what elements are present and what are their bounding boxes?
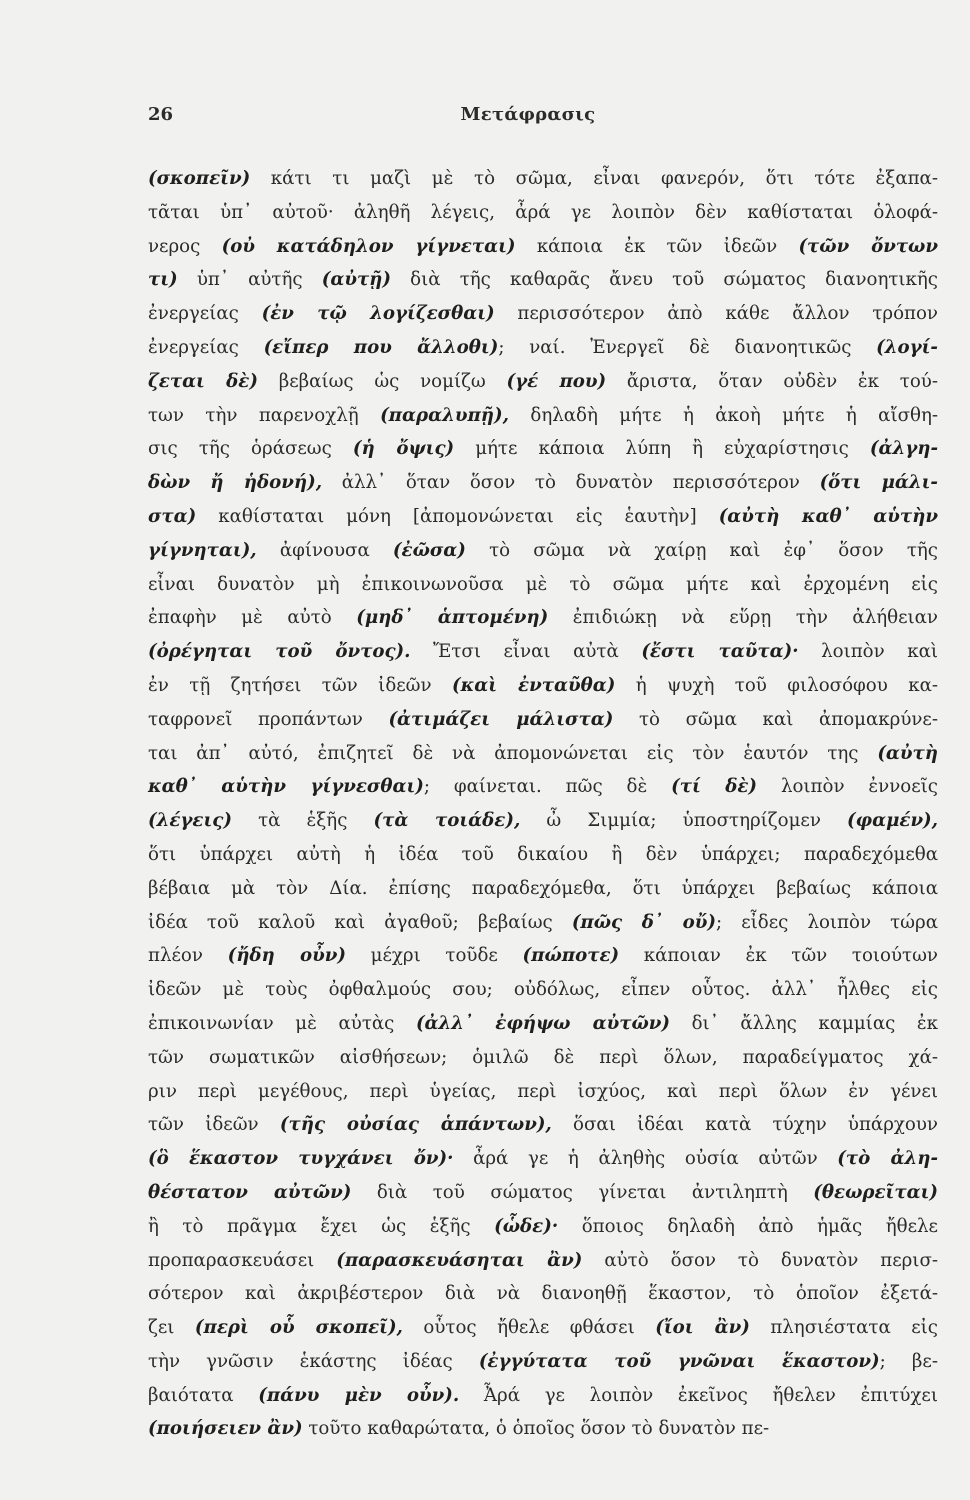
translation-text: βεβαίως ὡς νομίζω [257,370,507,392]
greek-original-phrase: (περὶ οὗ σκοπεῖ), [194,1317,403,1339]
translation-text: κάτι τι μαζὶ μὲ τὸ σῶμα, εἶναι φανερόν, ὅτι τότε ἐξαπα- [250,168,938,189]
greek-original-phrase: τι) [148,269,178,291]
text-line [148,331,938,365]
translation-text: πλέον [148,945,228,967]
text-line [148,770,938,804]
text-line [148,1311,938,1345]
translation-text: εἶναι δυνατὸν μὴ ἐπικοινωνοῦσα μὲ τὸ σῶμα μήτε καὶ ἐρχομένη εἰς [148,573,938,595]
greek-original-phrase: (ὀρέγηται τοῦ ὄντος). [148,641,411,663]
body-text [148,162,938,1446]
translation-text: ἀφίνουσα [256,539,393,561]
text-line [148,196,938,230]
translation-text: ἐνεργείας [148,336,264,358]
translation-text: Ἔτσι εἶναι αὐτὰ [410,641,642,663]
translation-text: κάποια ἐκ τῶν ἰδεῶν [515,235,799,257]
translation-text: ται ἀπ᾽ αὐτό, ἐπιζητεῖ δὲ νὰ ἀπομονώνεται εἰς τὸν ἑαυτόν της [148,742,878,764]
translation-text: ἄριστα, ὅταν οὐδὲν ἐκ τού- [606,370,939,392]
greek-original-phrase: (αὐτῇ) [321,269,392,291]
translation-text: ἐν τῇ ζητήσει τῶν ἰδεῶν [148,674,453,696]
translation-text: τᾶται ὑπ᾽ αὐτοῦ· ἀληθῆ λέγεις, ἆρά γε λοιπὸν δὲν καθίσταται ὁλοφά- [148,201,938,223]
greek-original-phrase: (ἡ ὄψις) [352,438,455,460]
text-line [148,263,938,297]
translation-text: σότερον καὶ ἀκριβέστερον διὰ νὰ διανοηθῇ ἕκαστον, τὸ ὁποῖον ἐξετά- [148,1283,938,1305]
translation-text: ταφρονεῖ προπάντων [148,708,389,730]
text-line [148,1075,938,1109]
translation-text: βαιότατα [148,1384,259,1406]
greek-original-phrase: (αὐτὴ καθ᾽ αὑτὴν [718,505,938,527]
translation-text: ἀλλ᾽ ὅταν ὅσον τὸ δυνατὸν περισσότερον [322,472,820,494]
greek-original-phrase: (λέγεις) [148,810,232,832]
text-line [148,399,938,433]
translation-text: λοιπὸν καὶ [798,641,938,663]
greek-original-phrase: (ποιήσειεν ἂν) [148,1418,303,1440]
greek-original-phrase: (ὅτι μάλι- [819,472,938,494]
greek-original-phrase: (παρασκευάσηται ἂν) [336,1249,583,1271]
greek-original-phrase: ζεται δὲ) [148,370,258,392]
greek-original-phrase: (οὐ κατάδηλον γίγνεται) [221,235,516,257]
greek-original-phrase: καθ᾽ αὑτὴν γίγνεσθαι) [148,776,424,798]
text-line [148,466,938,500]
translation-text: νερος [148,235,222,257]
text-line [148,939,938,973]
translation-text: τὰ ἑξῆς [231,810,374,832]
translation-text: ; φαίνεται. πῶς δὲ [423,776,672,798]
greek-original-phrase: (ἀλγη- [869,438,938,460]
text-line [148,973,938,1007]
text-line [148,1007,938,1041]
translation-text: τῶν σωματικῶν αἰσθήσεων; ὁμιλῶ δὲ περὶ ὅλων, παραδείγματος χά- [148,1046,938,1068]
greek-original-phrase: (ἐῶσα) [392,539,466,561]
translation-text: ἐνεργείας [148,303,262,325]
translation-text: προπαρασκευάσει [148,1249,337,1271]
translation-text: ὑπ᾽ αὐτῆς [177,269,322,291]
text-line [148,1210,938,1244]
translation-text: ἡ ψυχὴ τοῦ φιλοσόφου κα- [615,674,938,696]
translation-text: ἆρά γε ἡ ἀληθὴς οὐσία αὐτῶν [453,1148,838,1170]
translation-text: ἐπαφὴν μὲ αὐτὸ [148,607,357,629]
greek-original-phrase: (ἤδη οὖν) [227,945,346,967]
greek-original-phrase: (τὸ ἀλη- [837,1148,938,1170]
translation-text: βέβαια μὰ τὸν Δία. ἐπίσης παραδεχόμεθα, ὅτι ὑπάρχει βεβαίως κάποια [148,877,938,899]
translation-text: λοιπὸν ἐννοεῖς [757,776,938,798]
text-line [148,1142,938,1176]
translation-text: ριν περὶ μεγέθους, περὶ ὑγείας, περὶ ἰσχύος, καὶ περὶ ὅλων ἐν γένει [148,1080,938,1102]
translation-text: ; εἶδες λοιπὸν τώρα [716,911,938,933]
greek-original-phrase: (γέ που) [506,370,607,392]
translation-text: ; ναί. Ἐνεργεῖ δὲ διανοητικῶς [498,336,877,358]
text-line [148,1108,938,1142]
greek-original-phrase: (τῆς οὐσίας ἁπάντων), [279,1114,552,1136]
text-line [148,162,938,196]
translation-text: μέχρι τοῦδε [345,945,523,967]
translation-text: τὸ σῶμα νὰ χαίρῃ καὶ ἐφ᾽ ὅσον τῆς [465,539,938,561]
text-line [148,1277,938,1311]
text-line [148,365,938,399]
translation-text: ἰδεῶν μὲ τοὺς ὀφθαλμούς σου; οὐδόλως, εἶπεν οὗτος. ἀλλ᾽ ἦλθες εἰς [148,979,938,1001]
running-title: Μετάφρασις [460,104,596,125]
text-line [148,1041,938,1075]
translation-text: οὗτος ἤθελε φθάσει [402,1317,656,1339]
translation-text: αὐτὸ ὅσον τὸ δυνατὸν περισ- [582,1249,939,1271]
greek-original-phrase: (παραλυπῇ), [380,404,509,426]
greek-original-phrase: (ἐν τῷ λογίζεσθαι) [261,303,495,325]
greek-original-phrase: (σκοπεῖν) [148,168,251,189]
translation-text: διὰ τοῦ σώματος γίνεται ἀντιληπτὴ [351,1181,814,1203]
page-header [148,98,908,138]
translation-text: ὅτι ὑπάρχει αὐτὴ ἡ ἰδέα τοῦ δικαίου ἢ δὲν ὑπάρχει; παραδεχόμεθα [148,843,938,865]
text-line [148,635,938,669]
translation-text: περισσότερον ἀπὸ κάθε ἄλλον τρόπον [494,303,938,325]
greek-original-phrase: (ἀλλ᾽ ἐφήψω αὐτῶν) [415,1012,671,1034]
text-line [148,1345,938,1379]
text-line [148,872,938,906]
text-line [148,230,938,264]
translation-text: ; βε- [879,1350,938,1372]
translation-text: ἐπιδιώκῃ νὰ εὕρῃ τὴν ἀλήθειαν [548,607,938,629]
greek-original-phrase: (εἴπερ που ἄλλοθι) [263,336,499,358]
text-line [148,534,938,568]
text-line [148,1176,938,1210]
greek-original-phrase: (ὧδε)· [494,1215,559,1237]
translation-text: ὦ Σιμμία; ὑποστηρίζομεν [520,810,848,832]
translation-text: ὅποιος δηλαδὴ ἀπὸ ἡμᾶς ἤθελε [558,1215,938,1237]
translation-text: Ἆρά γε λοιπὸν ἐκεῖνος ἤθελεν ἐπιτύχει [459,1384,938,1406]
greek-original-phrase: γίγνηται), [148,539,257,561]
translation-text: ἢ τὸ πρᾶγμα ἔχει ὡς ἑξῆς [148,1215,495,1237]
greek-original-phrase: (τί δὲ) [671,776,758,798]
translation-text: τὴν γνῶσιν ἑκάστης ἰδέας [148,1350,479,1372]
greek-original-phrase: (ἴοι ἂν) [655,1317,750,1339]
translation-text: τὸ σῶμα καὶ ἀπομακρύνε- [613,708,938,730]
text-line [148,838,938,872]
text-line [148,601,938,635]
greek-original-phrase: δὼν ἤ ἡδονή), [148,472,323,494]
text-line [148,737,938,771]
greek-original-phrase: (θεωρεῖται) [813,1181,938,1203]
text-line [148,1412,938,1446]
translation-text: ἰδέα τοῦ καλοῦ καὶ ἀγαθοῦ; βεβαίως [148,911,572,933]
greek-original-phrase: (πῶς δ᾽ οὔ) [571,911,717,933]
translation-text: μήτε κάποια λύπη ἢ εὐχαρίστησις [454,438,870,460]
translation-text: καθίσταται μόνη [ἀπομονώνεται εἰς ἑαυτὴν] [196,505,719,527]
greek-original-phrase: (ὃ ἕκαστον τυγχάνει ὄν)· [148,1148,454,1170]
greek-original-phrase: (πώποτε) [522,945,620,967]
text-line [148,297,938,331]
translation-text: τῶν ἰδεῶν [148,1114,280,1136]
text-line [148,500,938,534]
greek-original-phrase: (καὶ ἐνταῦθα) [452,674,616,696]
translation-text: ἐπικοινωνίαν μὲ αὐτὰς [148,1012,416,1034]
text-line [148,432,938,466]
text-line [148,1244,938,1278]
greek-original-phrase: (ἐγγύτατα τοῦ γνῶναι ἕκαστον) [478,1350,880,1372]
translation-text: πλησιέστατα εἰς [749,1317,938,1339]
greek-original-phrase: (ἀτιμάζει μάλιστα) [388,708,614,730]
translation-text: των τὴν παρενοχλῇ [148,404,381,426]
greek-original-phrase: (μηδ᾽ ἁπτομένη) [356,607,549,629]
greek-original-phrase: θέστατον αὐτῶν) [148,1181,352,1203]
translation-text: σις τῆς ὁράσεως [148,438,353,460]
translation-text: ζει [148,1317,195,1339]
greek-original-phrase: (τῶν ὄντων [798,235,938,257]
translation-text: διὰ τῆς καθαρᾶς ἄνευ τοῦ σώματος διανοητικῆς [391,269,938,291]
text-line [148,703,938,737]
greek-original-phrase: στα) [148,505,197,527]
text-line [148,568,938,602]
greek-original-phrase: (λογί- [876,336,938,358]
text-line [148,1379,938,1413]
page-number: 26 [148,104,174,125]
translation-text: ὅσαι ἰδέαι κατὰ τύχην ὑπάρχουν [551,1114,938,1136]
greek-original-phrase: (τὰ τοιάδε), [373,810,521,832]
text-line [148,906,938,940]
greek-original-phrase: (αὐτὴ [877,742,938,764]
greek-original-phrase: (ἔστι ταῦτα)· [641,641,799,663]
translation-text: δηλαδὴ μήτε ἡ ἀκοὴ μήτε ἡ αἴσθη- [508,404,939,426]
translation-text: κάποιαν ἐκ τῶν τοιούτων [619,945,938,967]
greek-original-phrase: (φαμέν), [847,810,938,832]
greek-original-phrase: (πάνυ μὲν οὖν). [258,1384,460,1406]
text-line [148,804,938,838]
translation-text: δι᾽ ἄλλης καμμίας ἐκ [670,1012,939,1034]
text-line [148,669,938,703]
translation-text: τοῦτο καθαρώτατα, ὁ ὁποῖος ὅσον τὸ δυνατὸν πε- [302,1418,770,1440]
